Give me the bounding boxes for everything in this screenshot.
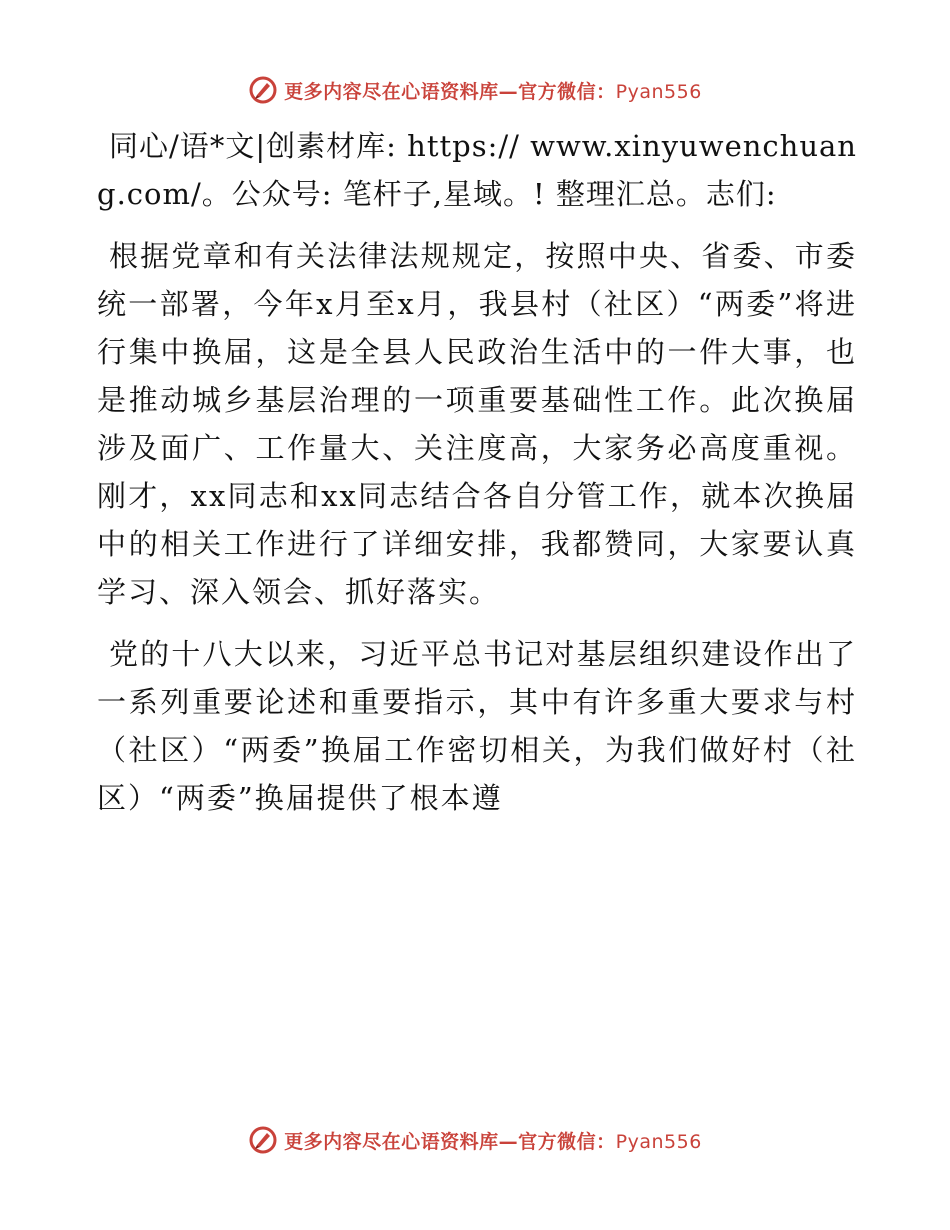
- pen-logo-icon: [248, 75, 278, 105]
- footer-banner-text: 更多内容尽在心语资料库—官方微信：Pyan556: [284, 1130, 702, 1153]
- paragraph-2: 根据党章和有关法律法规规定，按照中央、省委、市委统一部署，今年x月至x月，我县村（社区）“两委”将进行集中换届，这是全县人民政治生活中的一件大事，也是推动城乡基层治理的一项重要基础性工作。此次换届涉及面广、工作量大、关注度高，大家务必高度重视。刚才，xx同志和xx同志结合各自分管工作，就本次换届中的相关工作进行了详细安排，我都赞同，大家要认真学习、深入领会、抓好落实。: [97, 239, 857, 609]
- header-banner: [0, 72, 950, 108]
- footer-wechat-id: Pyan556: [615, 1130, 702, 1153]
- header-banner-text: 更多内容尽在心语资料库—官方微信：Pyan556: [284, 80, 702, 103]
- pen-logo-icon: [248, 1125, 278, 1155]
- paragraph-1: 同心/语*文|创素材库: https:// www.xinyuwenchuang.com/。公众号: 笔杆子,星域。! 整理汇总。志们:: [97, 129, 857, 211]
- paragraph-3: 党的十八大以来，习近平总书记对基层组织建设作出了一系列重要论述和重要指示，其中有许多重大要求与村（社区）“两委”换届工作密切相关，为我们做好村（社区）“两委”换届提供了根本遵: [97, 637, 857, 815]
- footer-banner: [0, 1122, 950, 1158]
- document-body: [97, 122, 857, 836]
- header-wechat-id: Pyan556: [615, 80, 702, 103]
